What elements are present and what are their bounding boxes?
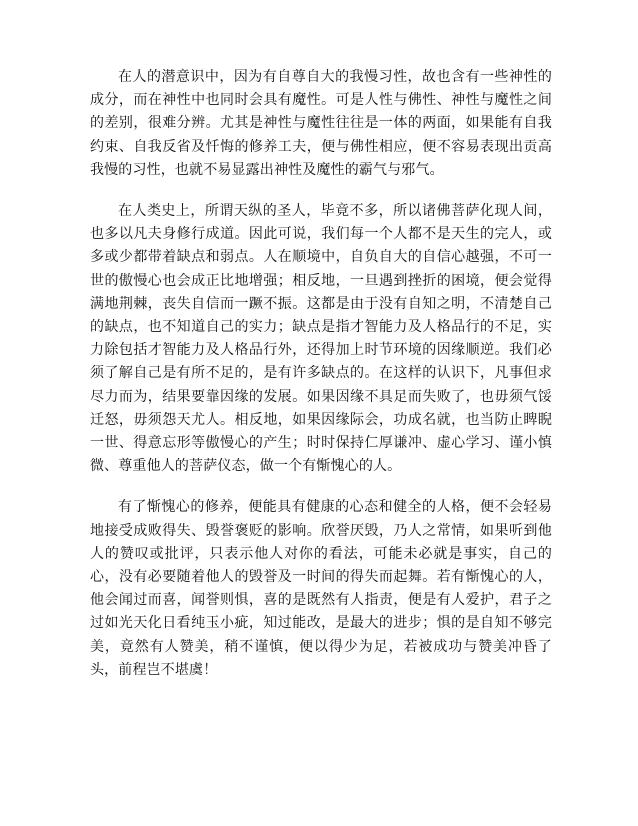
paragraph-3: 有了惭愧心的修养，便能具有健康的心态和健全的人格，便不会轻易地接受成败得失、毁誉褒贬的影响。欣誉厌毁，乃人之常情，如果听到他人的赞叹或批评，只表示他人对你的看法，可能未必就是事实，自己的心，没有必要随着他人的毁誉及一时间的得失而起舞。若有惭愧心的人，他会闻过而喜，闻誉则惧，喜的是既然有人指责，便是有人爱护，君子之过如光天化日看纯玉小疵，知过能改，是最大的进步；惧的是自知不够完美，竟然有人赞美，稍不谨慎，便以得少为足，若被成功与赞美冲昏了头，前程岂不堪虞！ (90, 499, 552, 678)
document-body (90, 66, 552, 682)
paragraph-2: 在人类史上，所谓天纵的圣人，毕竟不多，所以诸佛菩萨化现人间，也多以凡夫身修行成道。因此可说，我们每一个人都不是天生的完人，或多或少都带着缺点和弱点。人在顺境中，自负自大的自信心越强，不可一世的傲慢心也会成正比地增强；相反地，一旦遇到挫折的困境，便会觉得满地荆棘，丧失自信而一蹶不振。这都是由于没有自知之明，不清楚自己的缺点，也不知道自己的实力；缺点是指才智能力及人格品行的不足，实力除包括才智能力及人格品行外，还得加上时节环境的因缘顺逆。我们必须了解自己是有所不足的，是有许多缺点的。在这样的认识下，凡事但求尽力而为，结果要靠因缘的发展。如果因缘不具足而失败了，也毋须气馁迁怒，毋须怨天尤人。相反地，如果因缘际会，功成名就，也当防止睥睨一世、得意忘形等傲慢心的产生；时时保持仁厚谦冲、虚心学习、谨小慎微、尊重他人的菩萨仪态，做一个有惭愧心的人。 (90, 203, 552, 475)
paragraph-1: 在人的潜意识中，因为有自尊自大的我慢习性，故也含有一些神性的成分，而在神性中也同时会具有魔性。可是人性与佛性、神性与魔性之间的差别，很难分辨。尤其是神性与魔性往往是一体的两面，如果能有自我约束、自我反省及忏悔的修养工夫，便与佛性相应，便不容易表现出贡高我慢的习性，也就不易显露出神性及魔性的霸气与邪气。 (90, 69, 552, 178)
